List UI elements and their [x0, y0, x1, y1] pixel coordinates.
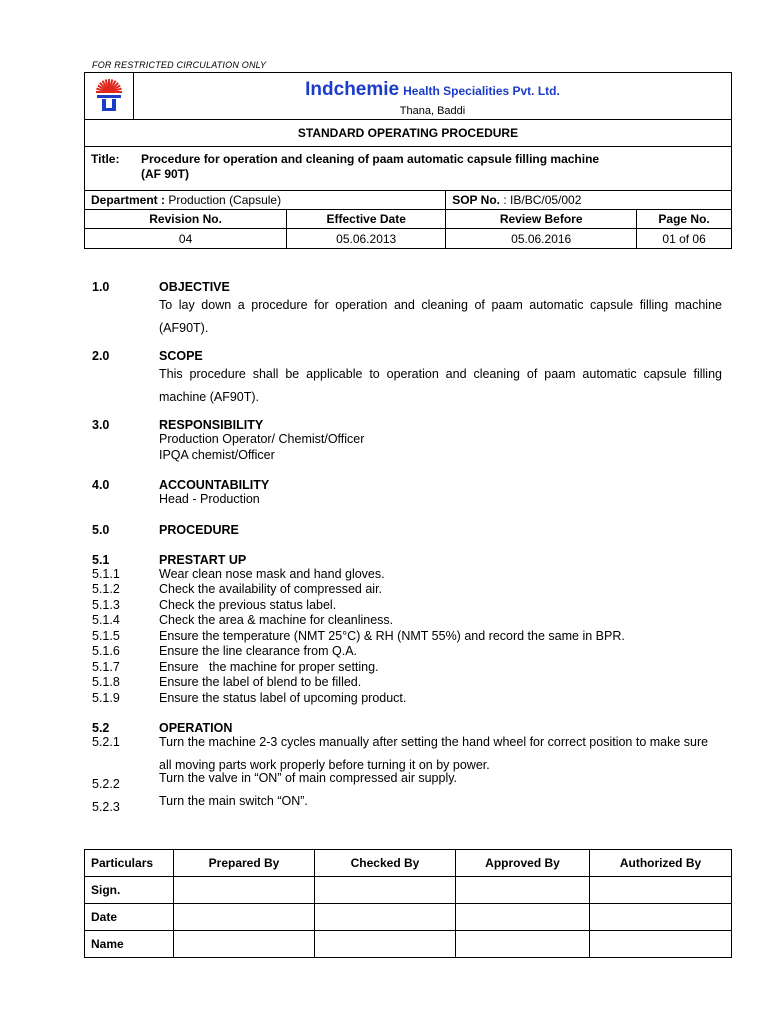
- rev-value-review: 05.06.2016: [446, 229, 637, 249]
- section-title: PROCEDURE: [159, 522, 239, 537]
- section-responsibility-body: [92, 432, 722, 463]
- signoff-cell[interactable]: [456, 904, 590, 931]
- list-item: 5.1.3 Check the previous status label.: [92, 597, 337, 612]
- section-number: 4.0: [92, 478, 110, 492]
- list-item: Production Operator/ Chemist/Officer: [159, 432, 365, 446]
- list-item: 5.1.1 Wear clean nose mask and hand gloves.: [92, 566, 385, 581]
- sop-body: [92, 280, 722, 815]
- signoff-cell[interactable]: [315, 931, 456, 958]
- company-location: Thana, Baddi: [399, 105, 466, 117]
- signoff-row-label: Sign.: [85, 877, 174, 904]
- list-item: 5.1.8 Ensure the label of blend to be filled.: [92, 675, 362, 689]
- list-item: 5.1.5 Ensure the temperature (NMT 25°C) & RH (NMT 55%) and record the same in BPR.: [92, 628, 625, 643]
- department-value: Production (Capsule): [168, 193, 282, 207]
- signoff-cell[interactable]: [174, 904, 315, 931]
- department-cell: [85, 191, 446, 210]
- signoff-row-label: Date: [85, 904, 174, 931]
- list-item: 5.1.4 Check the area & machine for cleanliness.: [92, 613, 394, 627]
- company-suffix: Health Specialities Pvt. Ltd.: [403, 84, 560, 98]
- list-item: IPQA chemist/Officer: [159, 447, 275, 462]
- company-cell: [134, 73, 732, 120]
- section-title: OPERATION: [159, 721, 233, 735]
- signoff-header-prepared: Prepared By: [174, 850, 315, 877]
- section-procedure-heading: [92, 523, 722, 537]
- section-prestart-heading: [92, 553, 722, 567]
- signoff-row-label: Name: [85, 931, 174, 958]
- section-objective-body: [92, 294, 722, 340]
- section-objective-heading: [92, 280, 722, 294]
- rev-header-revision: Revision No.: [85, 210, 287, 229]
- title-cell: [85, 147, 732, 191]
- signoff-cell[interactable]: [590, 904, 732, 931]
- signoff-cell[interactable]: [174, 877, 315, 904]
- rev-header-effective: Effective Date: [287, 210, 446, 229]
- rev-header-page: Page No.: [637, 210, 732, 229]
- signoff-header-approved: Approved By: [456, 850, 590, 877]
- signoff-cell[interactable]: [590, 877, 732, 904]
- section-responsibility-heading: [92, 418, 722, 432]
- list-item: 5.1.9 Ensure the status label of upcoming product.: [92, 690, 407, 705]
- rev-value-effective: 05.06.2013: [287, 229, 446, 249]
- table-row: [85, 904, 732, 931]
- company-name: Indchemie: [305, 79, 400, 100]
- section-title: ACCOUNTABILITY: [159, 478, 270, 492]
- signoff-cell[interactable]: [590, 931, 732, 958]
- doc-type-title: STANDARD OPERATING PROCEDURE: [85, 120, 732, 147]
- title-text: [141, 152, 661, 182]
- list-item: 5.2.1 Turn the machine 2-3 cycles manually after setting the hand wheel for correct position to make sure all moving parts work properly before turning it on by power.: [92, 735, 709, 772]
- section-number: 5.0: [92, 522, 110, 537]
- restricted-notice: FOR RESTRICTED CIRCULATION ONLY: [92, 60, 267, 70]
- operation-list: [92, 735, 722, 815]
- signoff-cell[interactable]: [315, 904, 456, 931]
- section-title: PRESTART UP: [159, 552, 247, 567]
- section-number: 3.0: [92, 418, 110, 432]
- rev-header-review: Review Before: [446, 210, 637, 229]
- signoff-cell[interactable]: [315, 877, 456, 904]
- department-label: Department :: [91, 193, 166, 207]
- title-label: Title:: [91, 152, 120, 166]
- table-row: [85, 877, 732, 904]
- prestart-list: [92, 567, 722, 707]
- sop-header-table: [84, 72, 732, 249]
- section-accountability-body: [92, 492, 722, 508]
- signoff-cell[interactable]: [456, 877, 590, 904]
- section-number: 5.2: [92, 721, 110, 735]
- logo-cell: [85, 73, 134, 120]
- signoff-table: [84, 849, 732, 958]
- list-item: 5.2.2 Turn the valve in “ON” of main compressed air supply.: [92, 771, 458, 791]
- section-number: 2.0: [92, 349, 110, 363]
- list-item: 5.2.3 Turn the main switch “ON”.: [92, 794, 308, 814]
- title-line-2: (AF 90T): [141, 167, 189, 181]
- title-line-1: Procedure for operation and cleaning of paam automatic capsule filling machine: [141, 152, 600, 166]
- section-title: OBJECTIVE: [159, 280, 230, 294]
- sop-value: IB/BC/05/002: [510, 193, 582, 207]
- list-item: 5.1.6 Ensure the line clearance from Q.A.: [92, 644, 358, 658]
- section-title: SCOPE: [159, 349, 203, 363]
- signoff-header-checked: Checked By: [315, 850, 456, 877]
- signoff-cell[interactable]: [174, 931, 315, 958]
- sop-label: SOP No.: [452, 193, 500, 207]
- table-row: [85, 931, 732, 958]
- section-number: 1.0: [92, 280, 110, 294]
- signoff-cell[interactable]: [456, 931, 590, 958]
- section-title: RESPONSIBILITY: [159, 418, 264, 432]
- section-scope-heading: [92, 349, 722, 363]
- section-number: 5.1: [92, 552, 110, 567]
- rev-value-revision: 04: [85, 229, 287, 249]
- list-item: Head - Production: [159, 492, 260, 506]
- sop-number-cell: [446, 191, 732, 210]
- signoff-header-authorized: Authorized By: [590, 850, 732, 877]
- section-scope-body: [92, 363, 722, 409]
- indchemie-logo-icon: [89, 75, 129, 115]
- rev-value-page: 01 of 06: [637, 229, 732, 249]
- list-item: 5.1.2 Check the availability of compressed air.: [92, 582, 383, 596]
- signoff-header-particulars: Particulars: [85, 850, 174, 877]
- section-text: This procedure shall be applicable to operation and cleaning of paam automatic capsule filling machine (AF90T).: [159, 367, 722, 404]
- section-accountability-heading: [92, 478, 722, 492]
- sop-sep: :: [503, 193, 507, 207]
- section-text: To lay down a procedure for operation and cleaning of paam automatic capsule filling machine (AF90T).: [159, 298, 722, 335]
- list-item: 5.1.7 Ensure the machine for proper setting.: [92, 659, 379, 674]
